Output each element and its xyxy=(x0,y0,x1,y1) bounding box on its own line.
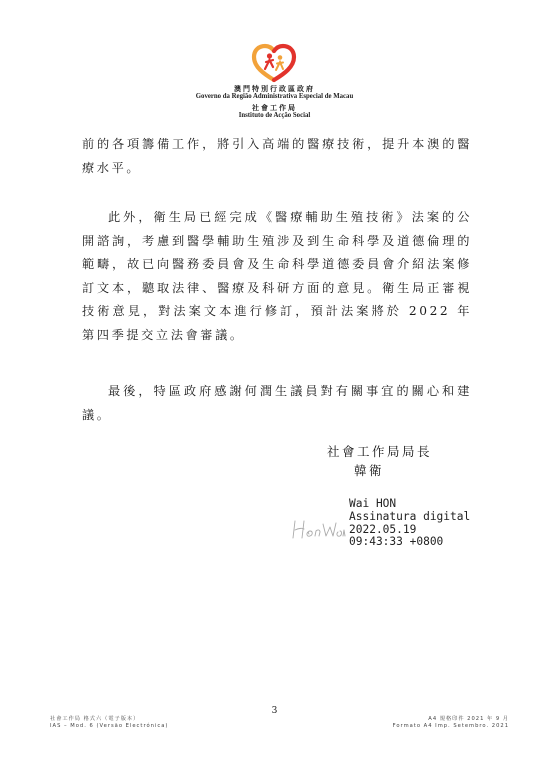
paragraph-3: 最後，特區政府感謝何潤生議員對有關事宜的關心和建議。 xyxy=(82,384,472,422)
paragraph-1: 前的各項籌備工作，將引入高端的醫療技術，提升本澳的醫療水平。 xyxy=(82,137,472,175)
government-logo xyxy=(251,43,297,83)
header-inst-zh: 社會工作局 xyxy=(252,103,297,112)
page-number: 3 xyxy=(271,706,278,716)
digital-signature-stamp: Wai HON Assinatura digital 2022.05.19 09:43:33 +0800 xyxy=(349,497,471,549)
footer-right-pt: Formato A4 Imp. Setembro. 2021 xyxy=(392,723,509,729)
header-inst-pt: Instituto de Acção Social xyxy=(238,112,311,119)
footer-left-pt: IAS – Mod. 6 (Versão Electrónica) xyxy=(50,723,169,729)
signatory-title: 社會工作局局長 xyxy=(327,444,433,459)
signatory-name: 韓衛 xyxy=(354,463,385,478)
footer-left-zh: 社會工作局 格式六（電子版本） xyxy=(50,716,140,722)
footer-right-zh: A4 規格印件 2021 年 9 月 xyxy=(428,716,509,722)
handwritten-signature xyxy=(289,516,349,542)
header-gov-zh: 澳門特別行政區政府 xyxy=(234,84,315,93)
header-gov-pt: Governo da Região Administrativa Especial de Macau xyxy=(195,93,354,100)
paragraph-2: 此外，衛生局已經完成《醫療輔助生殖技術》法案的公開諮詢，考慮到醫學輔助生殖涉及到生命科學及道德倫理的範疇，故已向醫務委員會及生命科學道德委員會介紹法案修訂文本，聽取法律、醫療及科研方面的意見。衛生局正審視技術意見，對法案文本進行修訂，預計法案將於 2022 年第四季提交立法會審議。 xyxy=(82,210,472,342)
